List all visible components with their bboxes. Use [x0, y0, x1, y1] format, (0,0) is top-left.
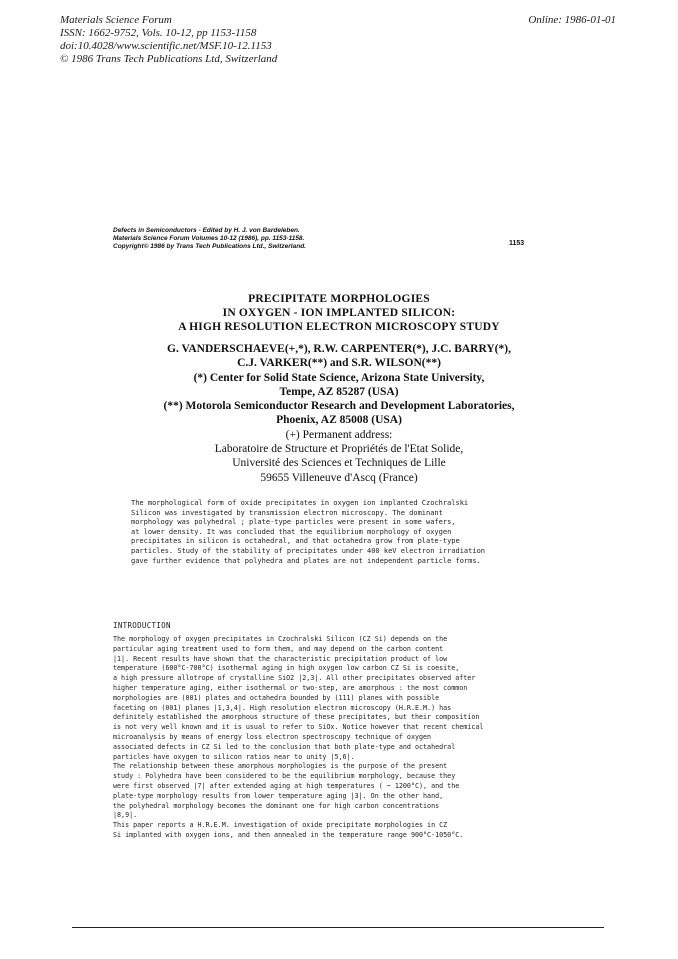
abstract-line: precipitates in silicon is octahedral, and that octahedra grow from plate-type: [131, 537, 460, 546]
body-line: morphologies are (001) plates and octahedra bounded by (111) planes with possible: [113, 693, 440, 702]
conference-info: [113, 227, 306, 251]
affiliation-line: 59655 Villeneuve d'Ascq (France): [260, 471, 418, 484]
body-line: study : Polyhedra have been considered to be the equilibrium morphology, because they: [113, 772, 456, 781]
author-line: C.J. VARKER(**) and S.R. WILSON(**): [237, 357, 441, 370]
body-line: were first observed |7| after extended aging at high temperatures ( ~ 1200°C), and the: [113, 781, 460, 790]
conference-line: Copyright© 1986 by Trans Tech Publications Ltd., Switzerland.: [113, 243, 306, 250]
journal-name: Materials Science Forum: [60, 14, 172, 26]
abstract-line: morphology was polyhedral ; plate-type particles were present in some wafers,: [131, 518, 456, 527]
conference-line: Materials Science Forum Volumes 10-12 (1986), pp. 1153-1158.: [113, 235, 305, 242]
body-line: is not very well known and it is usual to refer to SiOx. Notice however that recent chemical: [113, 723, 484, 732]
abstract-line: gave further evidence that polyhedra and plates are not independent particle forms.: [131, 556, 481, 565]
doi-line: doi:10.4028/www.scientific.net/MSF.10-12.1153: [60, 40, 272, 52]
author-block: [0, 342, 678, 485]
body-line: |8,9|.: [113, 811, 138, 820]
affiliation-line: Laboratoire de Structure et Propriétés de l'Etat Solide,: [214, 443, 464, 456]
conference-line: Defects in Semiconductors - Edited by H. J. von Bardeleben.: [113, 227, 300, 234]
body-line: the polyhedral morphology becomes the dominant one for high carbon concentrations: [113, 801, 440, 810]
abstract-line: at lower density. It was concluded that the equilibrium morphology of oxygen: [131, 527, 452, 536]
abstract-line: The morphological form of oxide precipitates in oxygen ion implanted Czochralski: [131, 499, 469, 507]
body-line: The morphology of oxygen precipitates in Czochralski Silicon (CZ Si) depends on the: [113, 635, 448, 643]
body-line: particular aging treatment used to form them, and may depend on the carbon content: [113, 644, 444, 653]
body-text: [113, 635, 569, 841]
affiliation-line: (*) Center for Solid State Science, Arizona State University,: [193, 371, 485, 384]
body-line: higher temperature aging, either isothermal or two-step, are amorphous : the most common: [113, 683, 468, 692]
abstract-line: particles. Study of the stability of precipitates under 400 keV electron irradiation: [131, 546, 486, 555]
paper-title: [0, 292, 678, 334]
title-line: PRECIPITATE MORPHOLOGIES: [248, 293, 430, 305]
affiliation-line: Tempe, AZ 85287 (USA): [279, 385, 399, 398]
body-line: microanalysis by means of energy loss electron spectroscopy technique of oxygen: [113, 732, 432, 741]
body-line: The relationship between these amorphous morphologies is the purpose of the present: [113, 762, 448, 771]
footer-rule: [72, 927, 604, 928]
copyright-line: © 1986 Trans Tech Publications Ltd, Switzerland: [60, 53, 278, 65]
title-line: A HIGH RESOLUTION ELECTRON MICROSCOPY STUDY: [178, 321, 500, 333]
author-line: G. VANDERSCHAEVE(+,*), R.W. CARPENTER(*), J.C. BARRY(*),: [167, 343, 511, 355]
affiliation-line: (+) Permanent address:: [285, 428, 393, 441]
issn-line: ISSN: 1662-9752, Vols. 10-12, pp 1153-1158: [60, 27, 257, 39]
publication-info: [60, 14, 277, 66]
body-line: plate-type morphology results from lower temperature aging |3|. On the other hand,: [113, 791, 444, 800]
affiliation-line: Université des Sciences et Techniques de Lille: [232, 457, 446, 470]
body-line: associated defects in CZ Si led to the conclusion that both plate-type and octahedral: [113, 742, 456, 751]
affiliation-line: Phoenix, AZ 85008 (USA): [276, 414, 402, 427]
affiliation-line: (**) Motorola Semiconductor Research and Development Laboratories,: [163, 400, 515, 413]
body-line: a high pressure allotrope of crystalline SiO2 |2,3|. All other precipitates observed after: [113, 674, 476, 683]
section-heading: INTRODUCTION: [113, 621, 171, 630]
online-date: Online: 1986-01-01: [528, 14, 616, 26]
body-line: definitely established the amorphous structure of these precipitates, but their composition: [113, 713, 480, 722]
page-number: 1153: [509, 240, 525, 247]
body-line: temperature (600°C-700°C) isothermal aging in high oxygen low carbon CZ Si is coesite,: [113, 664, 460, 673]
body-line: faceting on (001) planes |1,3,4|. High resolution electron microscopy (H.R.E.M.) has: [113, 703, 452, 712]
abstract: [131, 499, 551, 566]
title-line: IN OXYGEN - ION IMPLANTED SILICON:: [222, 307, 456, 319]
body-line: This paper reports a H.R.E.M. investigation of oxide precipitate morphologies in CZ: [113, 821, 448, 830]
body-line: particles have oxygen to silicon ratios near to unity |5,6|.: [113, 752, 355, 761]
body-line: |1|. Recent results have shown that the characteristic precipitation product of low: [113, 654, 448, 663]
abstract-line: Silicon was investigated by transmission electron microscopy. The dominant: [131, 508, 443, 517]
body-line: Si implanted with oxygen ions, and then annealed in the temperature range 900°C-1050°C.: [113, 830, 464, 839]
